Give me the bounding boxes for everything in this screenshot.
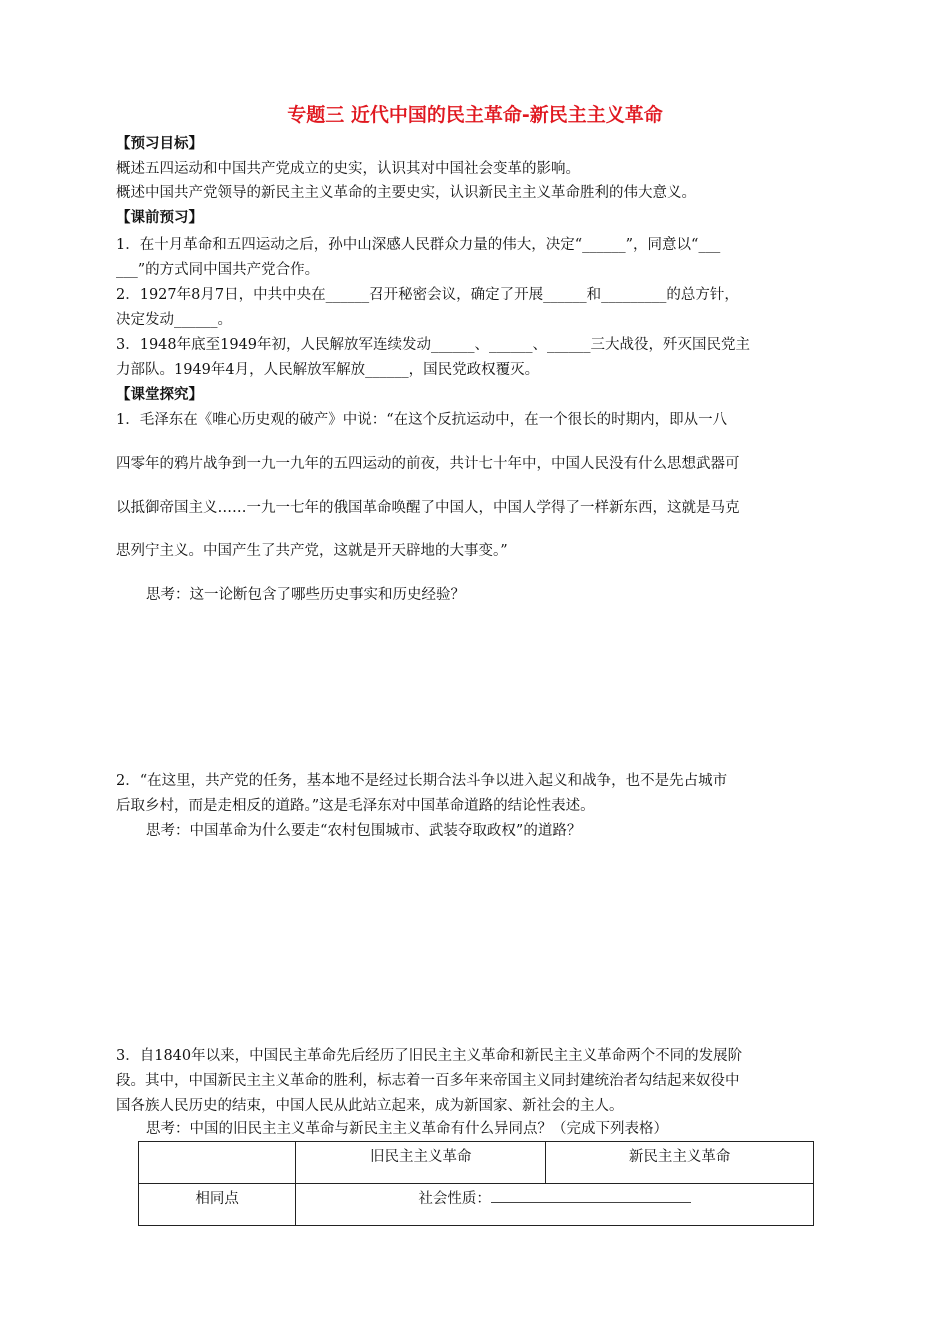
exploration-heading: 【课堂探究】 [116,387,203,403]
comparison-table [138,1141,814,1226]
table-header-new: 新民主主义革命 [546,1142,814,1184]
preview-goal-line-1: 概述五四运动和中国共产党成立的史实，认识其对中国社会变革的影响。 [116,161,580,177]
table-row-label-same: 相同点 [139,1184,296,1226]
social-nature-label: 社会性质： [418,1191,491,1207]
pre-class-heading: 【课前预习】 [116,210,203,226]
pre-class-line-3: 2．1927年8月7日，中共中央在______召开秘密会议，确定了开展______和_________的总方针， [116,287,739,303]
q2-line-2: 后取乡村，而是走相反的道路。”这是毛泽东对中国革命道路的结论性表述。 [116,798,595,814]
pre-class-line-4: 决定发动______。 [116,312,232,328]
pre-class-line-6: 力部队。1949年4月，人民解放军解放______，国民党政权覆灭。 [116,362,540,378]
q3-line-2: 段。其中，中国新民主主义革命的胜利，标志着一百多年来帝国主义同封建统治者勾结起来奴役中 [116,1073,740,1089]
preview-goal-heading: 【预习目标】 [116,136,203,152]
preview-goal-line-2: 概述中国共产党领导的新民主主义革命的主要史实，认识新民主主义革命胜利的伟大意义。 [116,185,696,201]
table-same-content-cell [296,1184,814,1226]
q1-line-2: 四零年的鸦片战争到一九一九年的五四运动的前夜，共计七十年中，中国人民没有什么思想武器可 [116,456,740,472]
table-row [139,1142,814,1184]
q3-line-1: 3．自1840年以来，中国民主革命先后经历了旧民主主义革命和新民主主义革命两个不同的发展阶 [116,1048,743,1064]
table-corner-cell [139,1142,296,1184]
q1-think: 思考：这一论断包含了哪些历史事实和历史经验？ [146,587,465,603]
q1-line-1: 1．毛泽东在《唯心历史观的破产》中说：“在这个反抗运动中，在一个很长的时期内，即从一八 [116,412,728,428]
q2-think: 思考：中国革命为什么要走“农村包围城市、武装夺取政权”的道路？ [146,823,582,839]
table-header-old: 旧民主主义革命 [296,1142,546,1184]
pre-class-line-1: 1．在十月革命和五四运动之后，孙中山深感人民群众力量的伟大，决定“______”，同意以“___ [116,237,721,253]
answer-blank-line[interactable] [491,1188,691,1203]
pre-class-line-2: ___”的方式同中国共产党合作。 [116,262,320,278]
q1-line-4: 思列宁主义。中国产生了共产党，这就是开天辟地的大事变。” [116,543,508,559]
q3-line-3: 国各族人民历史的结束，中国人民从此站立起来，成为新国家、新社会的主人。 [116,1098,624,1114]
table-row [139,1184,814,1226]
q3-think: 思考：中国的旧民主主义革命与新民主主义革命有什么异同点？（完成下列表格） [146,1121,668,1137]
q1-line-3: 以抵御帝国主义……一九一七年的俄国革命唤醒了中国人，中国人学得了一样新东西，这就是马克 [116,500,740,516]
q2-line-1: 2．“在这里，共产党的任务，基本地不是经过长期合法斗争以进入起义和战争，也不是先占城市 [116,773,728,789]
page-title: 专题三 近代中国的民主革命-新民主主义革命 [287,104,663,126]
pre-class-line-5: 3．1948年底至1949年初，人民解放军连续发动______、______、______三大战役，歼灭国民党主 [116,337,751,353]
